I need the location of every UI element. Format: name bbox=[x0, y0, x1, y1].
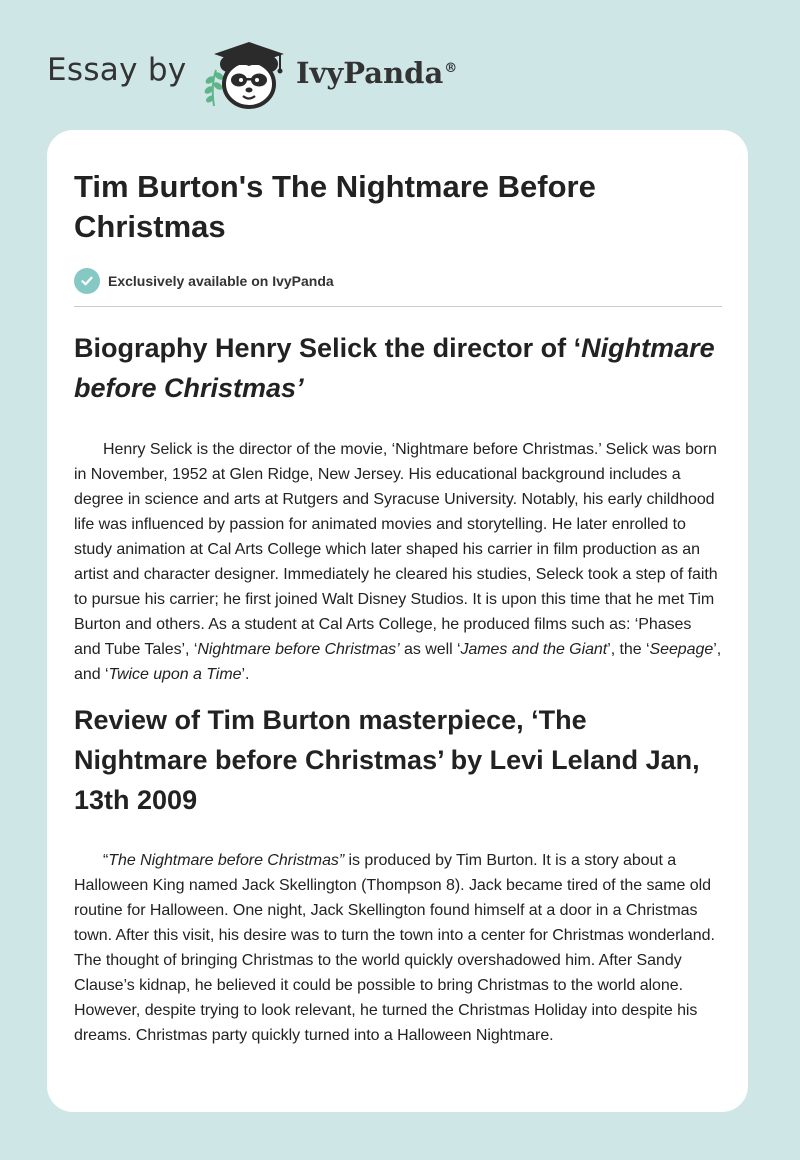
paragraph-biography bbox=[74, 437, 722, 687]
italic-run: Twice upon a Time bbox=[108, 666, 242, 683]
brand-name[interactable] bbox=[296, 55, 457, 91]
paragraph-review bbox=[74, 848, 722, 1048]
site-header bbox=[0, 0, 800, 120]
section-heading-review: Review of Tim Burton masterpiece, ‘The Nightmare before Christmas’ by Levi Leland Jan, 13th 2009 bbox=[74, 705, 700, 815]
text-run: “ bbox=[103, 852, 109, 869]
article-card bbox=[47, 130, 748, 1112]
title-divider bbox=[74, 306, 722, 307]
heading-emphasis: Nightmare before Christmas’ bbox=[74, 333, 715, 403]
exclusive-badge bbox=[74, 267, 722, 295]
page-title: Tim Burton's The Nightmare Before Christmas bbox=[74, 169, 596, 244]
text-run: is produced by Tim Burton. It is a story about a Halloween King named Jack Skellington (Thompson 8). Jack became tired of the same old routine for Halloween. One night, Jack Skellington found himself at a door in a Christmas town. After this visit, his desire was to turn the town into a center for Christmas wonderland. The thought of bringing Christmas to the world quickly overshadowed him. After Sandy Clause’s kidnap, he believed it could be possible to bring Christmas to the world alone. However, despite trying to look relevant, he turned the Christmas Holiday into despite his dreams. Christmas party quickly turned into a Halloween Nightmare. bbox=[74, 852, 715, 1044]
registered-mark: ® bbox=[444, 61, 458, 76]
italic-run: James and the Giant bbox=[460, 641, 608, 658]
text-run: ’, and ‘ bbox=[74, 641, 722, 683]
badge-label: Exclusively available on IvyPanda bbox=[108, 273, 334, 289]
section-heading-biography bbox=[74, 328, 722, 408]
brand-name-text: IvyPanda bbox=[296, 56, 444, 90]
text-run: Henry Selick is the director of the movie, ‘Nightmare before Christmas.’ Selick was born in November, 1952 at Glen Ridge, New Jersey. His educational background includes a degree in science and arts at Rutgers and Syracuse University. Notably, his early childhood life was influenced by passion for animated movies and storytelling. He later enrolled to study animation at Cal Arts College which later shaped his carrier in film production as an artist and character designer. Immediately he cleared his studies, Seleck took a step of faith to pursue his carrier; he first joined Walt Disney Studios. It is upon this time that he met Tim Burton and others. As a student at Cal Arts College, he produced films such as: ‘Phases and Tube Tales’, ‘ bbox=[74, 441, 718, 658]
text-run: ’. bbox=[241, 666, 250, 683]
check-circle-icon bbox=[74, 268, 100, 294]
essay-by-label: Essay by bbox=[47, 52, 187, 88]
italic-run: Nightmare before Christmas’ bbox=[197, 641, 400, 658]
text-run: as well ‘ bbox=[399, 641, 461, 658]
panda-graduate-icon[interactable] bbox=[200, 36, 294, 110]
text-run: ’, the ‘ bbox=[607, 641, 650, 658]
italic-run: The Nightmare before Christmas” bbox=[108, 852, 345, 869]
heading-text: Biography Henry Selick the director of ‘ bbox=[74, 333, 582, 363]
italic-run: Seepage bbox=[649, 641, 714, 658]
